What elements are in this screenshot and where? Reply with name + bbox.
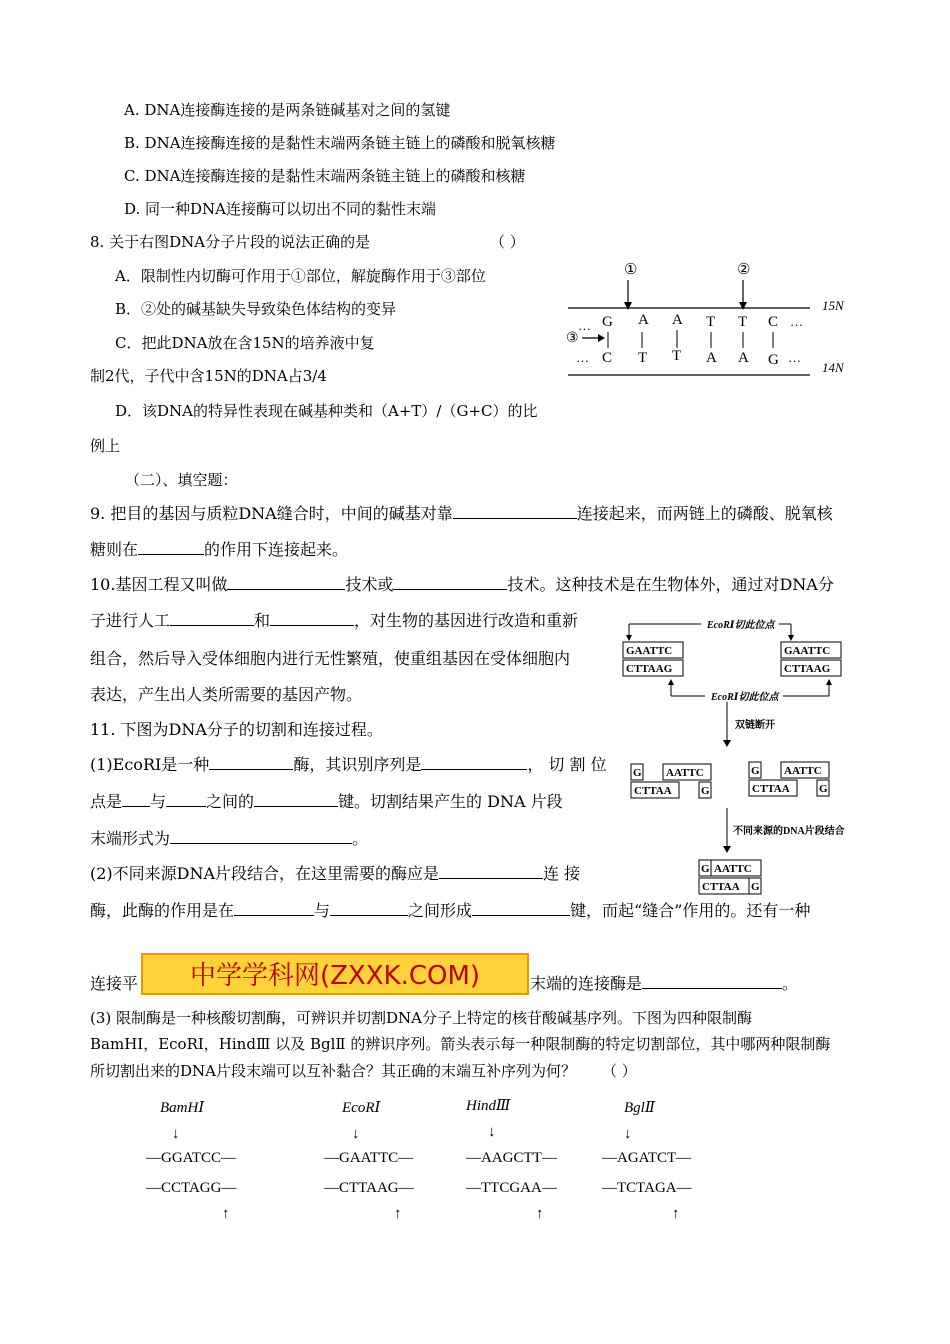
bglii-bottom-arrow: ↑ bbox=[672, 1206, 680, 1222]
question-10-line4: 表达，产生出人类所需要的基因产物。 bbox=[90, 685, 363, 704]
step-arrowhead-1 bbox=[723, 740, 731, 747]
seq-right-bottom: CTTAAG bbox=[784, 663, 831, 675]
option-8d-line1: D．该DNA的特异性表现在碱基种类和（A+T）/（G+C）的比 bbox=[115, 402, 538, 420]
blank-11-1a[interactable] bbox=[209, 755, 293, 770]
question-11-part2-line3b: 末端的连接酶是 。 bbox=[530, 974, 799, 993]
option-8d-line2: 例上 bbox=[90, 437, 121, 455]
question-11-title: 11. 下图为DNA分子的切割和连接过程。 bbox=[90, 720, 383, 739]
bamhi-top-seq: —GGATCC— bbox=[146, 1150, 237, 1166]
option-8b: B．②处的碱基缺失导致染色体结构的变异 bbox=[115, 300, 397, 318]
blank-11-2a[interactable] bbox=[439, 864, 543, 879]
bottom-base-3: T bbox=[672, 348, 682, 364]
question-11-part1-line3: 末端形式为 。 bbox=[90, 829, 369, 848]
step-2-label: 不同来源的DNA片段结合 bbox=[733, 826, 845, 837]
blank-10c[interactable] bbox=[170, 611, 254, 626]
blank-11-2b[interactable] bbox=[234, 901, 314, 916]
dots-right-top: … bbox=[790, 314, 803, 329]
section-heading: （二）、填空题： bbox=[125, 471, 238, 489]
blank-9b[interactable] bbox=[138, 540, 204, 555]
option-8c-line2: 制2代，子代中含15N的DNA占3/4 bbox=[90, 367, 327, 385]
joined-g-bottom-text: G bbox=[751, 881, 760, 893]
dna-fragment-figure bbox=[560, 258, 860, 383]
top-base-2: A bbox=[638, 312, 649, 328]
arrow-1-head bbox=[624, 302, 632, 310]
dots-left-bottom: … bbox=[576, 350, 589, 365]
blank-11-2c[interactable] bbox=[330, 901, 408, 916]
arrow-3-head bbox=[598, 334, 605, 342]
ecori-cut-ligation-figure bbox=[615, 610, 855, 900]
enzyme-sequences-figure bbox=[140, 1092, 740, 1222]
top-base-3: A bbox=[672, 312, 683, 328]
option-8a: A．限制性内切酶可作用于①部位，解旋酶作用于③部位 bbox=[115, 267, 486, 285]
question-8-stem: 8. 关于右图DNA分子片段的说法正确的是 bbox=[90, 233, 371, 251]
bglii-bottom-seq: —TCTAGA— bbox=[602, 1180, 692, 1196]
question-9-line2: 糖则在 的作用下连接起来。 bbox=[90, 540, 349, 559]
question-10-line2: 子进行人工 和 ，对生物的基因进行改造和重新 bbox=[90, 611, 579, 630]
joined-cttaa-text: CTTAA bbox=[702, 881, 740, 893]
bottom-base-6: G bbox=[768, 352, 779, 368]
blank-11-1c[interactable] bbox=[122, 792, 150, 807]
mark-3: ③ bbox=[566, 331, 579, 346]
bamhi-cut-arrow: ↓ bbox=[172, 1126, 180, 1142]
hindiii-bottom-arrow: ↑ bbox=[536, 1206, 544, 1222]
hindiii-top-seq: —AAGCTT— bbox=[466, 1150, 557, 1166]
step-arrowhead-2 bbox=[723, 846, 731, 853]
option-7b: B. DNA连接酶连接的是黏性末端两条链主链上的磷酸和脱氧核糖 bbox=[124, 134, 556, 152]
enzyme-ecori-name: EcoRⅠ bbox=[342, 1100, 381, 1116]
frag-aattc-1-text: AATTC bbox=[666, 767, 704, 779]
dots-left-top: … bbox=[578, 318, 591, 333]
joined-g-top-text: G bbox=[701, 863, 710, 875]
ecori-cut-arrow: ↓ bbox=[352, 1126, 360, 1142]
blank-11-2d[interactable] bbox=[472, 901, 570, 916]
enzyme-bamhi-name: BamHⅠ bbox=[160, 1100, 205, 1116]
hindiii-cut-arrow: ↓ bbox=[488, 1124, 496, 1140]
cut-arrowhead-1 bbox=[626, 635, 632, 641]
blank-10d[interactable] bbox=[270, 611, 354, 626]
arrow-2-head bbox=[739, 302, 747, 310]
label-14n: 14N bbox=[822, 360, 844, 375]
ecori-bottom-seq: —CTTAAG— bbox=[324, 1180, 414, 1196]
blank-10b[interactable] bbox=[393, 575, 507, 590]
seq-right-top: GAATTC bbox=[784, 645, 831, 657]
blank-11-1d[interactable] bbox=[166, 792, 206, 807]
ecori-bottom-arrow: ↑ bbox=[394, 1206, 402, 1222]
question-11-part3-line2: BamHI，EcoRI，HindⅢ 以及 BglⅡ 的辨识序列。箭头表示每一种限制酶的特定切割部位，其中哪两种限制酶 bbox=[90, 1035, 831, 1053]
question-11-part1-line2: 点是 与 之间的 键。切割结果产生的 DNA 片段 bbox=[90, 792, 563, 811]
bglii-cut-arrow: ↓ bbox=[624, 1126, 632, 1142]
question-11-answer-paren: （ ） bbox=[602, 1062, 637, 1080]
question-10-line1: 10.基因工程又叫做 技术或 技术。这种技术是在生物体外，通过对DNA分 bbox=[90, 575, 834, 594]
frag-g-4-text: G bbox=[819, 783, 828, 795]
question-11-part2-line1: (2)不同来源DNA片段结合，在这里需要的酶应是 连 接 bbox=[90, 864, 581, 883]
bottom-base-5: A bbox=[738, 350, 749, 366]
question-8-answer-paren: （ ） bbox=[490, 233, 525, 251]
ecori-top-seq: —GAATTC— bbox=[324, 1150, 414, 1166]
cut-arrowhead-3 bbox=[668, 679, 674, 685]
top-base-5: T bbox=[738, 314, 748, 330]
hindiii-bottom-seq: —TTCGAA— bbox=[466, 1180, 557, 1196]
frag-g-1-text: G bbox=[633, 767, 642, 779]
blank-11-1f[interactable] bbox=[170, 829, 352, 844]
frag-cttaa-1-text: CTTAA bbox=[634, 785, 672, 797]
question-11-part3-line1: (3) 限制酶是一种核酸切割酶，可辨识并切割DNA分子上特定的核苷酸碱基序列。下图为四种限制酶 bbox=[90, 1009, 753, 1027]
seq-left-bottom: CTTAAG bbox=[626, 663, 673, 675]
frag-g-3-text: G bbox=[751, 765, 760, 777]
frag-g-2-text: G bbox=[701, 785, 710, 797]
blank-9a[interactable] bbox=[453, 504, 577, 519]
option-8c-line1: C．把此DNA放在含15N的培养液中复 bbox=[115, 334, 375, 352]
blank-11-1b[interactable] bbox=[421, 755, 527, 770]
option-7d: D. 同一种DNA连接酶可以切出不同的黏性末端 bbox=[124, 200, 437, 218]
watermark-logo: 中学学科网(ZXXK.COM) bbox=[141, 953, 529, 995]
bottom-base-4: A bbox=[706, 350, 717, 366]
enzyme-bglii-name: BglⅡ bbox=[624, 1100, 656, 1116]
mark-1: ① bbox=[624, 262, 638, 278]
top-base-4: T bbox=[706, 314, 716, 330]
question-11-part2-line3a: 连接平 bbox=[90, 974, 139, 993]
bottom-base-2: T bbox=[638, 350, 648, 366]
bamhi-bottom-seq: —CCTAGG— bbox=[146, 1180, 237, 1196]
question-11-part3-line3: 所切割出来的DNA片段末端可以互补黏合？其正确的末端互补序列为何？ （ ） bbox=[90, 1062, 637, 1080]
frag-cttaa-2-text: CTTAA bbox=[752, 783, 790, 795]
blank-11-1e[interactable] bbox=[254, 792, 338, 807]
question-9-line1: 9. 把目的基因与质粒DNA缝合时，中间的碱基对靠 连接起来，而两链上的磷酸、脱氧核 bbox=[90, 504, 833, 523]
bglii-top-seq: —AGATCT— bbox=[602, 1150, 692, 1166]
step-1-label: 双链断开 bbox=[735, 720, 775, 731]
enzyme-hindiii-name: HindⅢ bbox=[466, 1098, 511, 1114]
frag-aattc-2-text: AATTC bbox=[784, 765, 822, 777]
label-15n: 15N bbox=[822, 298, 844, 313]
question-11-part1-line1: (1)EcoRI是一种 酶，其识别序列是 ， 切 割 位 bbox=[90, 755, 607, 774]
joined-aattc-text: AATTC bbox=[714, 863, 752, 875]
cut-arrowhead-4 bbox=[826, 679, 832, 685]
mark-2: ② bbox=[737, 262, 751, 278]
cut-arrowhead-2 bbox=[788, 635, 794, 641]
bamhi-bottom-arrow: ↑ bbox=[222, 1206, 230, 1222]
option-7c: C. DNA连接酶连接的是黏性末端两条链主链上的磷酸和核糖 bbox=[124, 167, 526, 185]
blank-10a[interactable] bbox=[227, 575, 345, 590]
cut-site-label-bottom: EcoRⅠ切此位点 bbox=[711, 692, 779, 703]
question-11-part2-line2: 酶，此酶的作用是在 与 之间形成 键，而起“缝合”作用的。还有一种 bbox=[90, 901, 811, 920]
top-base-6: C bbox=[768, 314, 779, 330]
blank-11-2e[interactable] bbox=[642, 974, 782, 989]
top-base-1: G bbox=[602, 314, 613, 330]
seq-left-top: GAATTC bbox=[626, 645, 673, 657]
dots-right-bottom: … bbox=[788, 350, 801, 365]
bottom-base-1: C bbox=[602, 350, 613, 366]
cut-site-label-top: EcoRⅠ切此位点 bbox=[707, 620, 775, 631]
question-10-line3: 组合，然后导入受体细胞内进行无性繁殖，使重组基因在受体细胞内 bbox=[90, 649, 571, 668]
option-7a: A. DNA连接酶连接的是两条链碱基对之间的氢键 bbox=[124, 101, 451, 119]
